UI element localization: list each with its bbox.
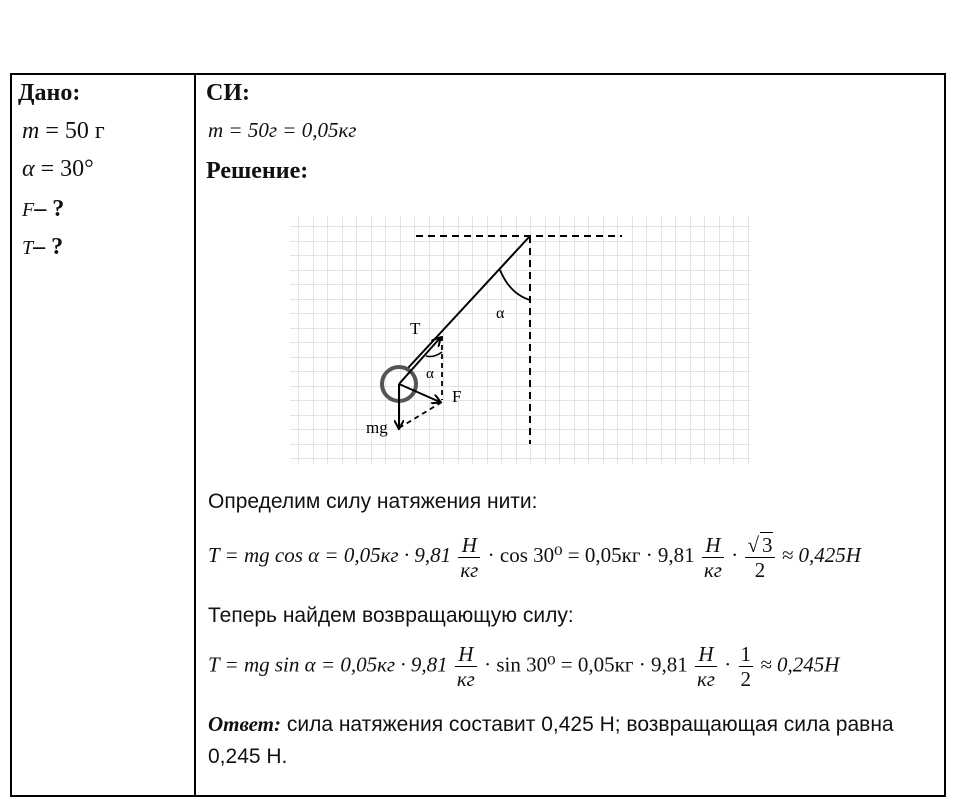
step1-frac2-num: Н	[702, 533, 724, 558]
pendulum-diagram	[284, 212, 754, 472]
force-symbol: F	[22, 199, 35, 221]
answer-label: Ответ:	[208, 712, 281, 736]
step2-frac2-num: Н	[695, 642, 717, 667]
answer-text: сила натяжения составит 0,425 Н; возвращающая сила равна 0,245 Н.	[208, 713, 894, 768]
tension-question: – ?	[33, 234, 64, 260]
angle-value: = 30°	[34, 156, 94, 182]
column-divider	[194, 73, 196, 797]
angle-symbol: α	[22, 156, 35, 182]
mass-symbol: m	[22, 118, 40, 144]
step1-fraction-units	[458, 533, 480, 582]
step2-frac3-den: 2	[740, 667, 751, 691]
step1-frac2-den: кг	[703, 557, 722, 582]
step2-fraction-units-2	[695, 642, 717, 691]
tension-symbol: T	[22, 237, 34, 259]
step2-formula: T = mg sin α = 0,05кг · 9,81 $\frac{Н}{кг}$ · sin 30⁰ = 0,05кг · 9,81 $\frac{Н}{кг}$ · $\frac{1}{2}$ ≈ 0,245Н	[208, 642, 840, 691]
given-mass	[22, 118, 105, 145]
step2-frac3-num: 1	[740, 642, 751, 666]
force-label: F	[452, 387, 462, 406]
step1-fraction-sqrt	[745, 532, 774, 582]
step2-mid: · sin 30⁰ = 0,05кг · 9,81	[484, 652, 688, 677]
step2-result: ≈ 0,245Н	[760, 652, 840, 677]
step2-lhs: T = mg sin α = 0,05кг · 9,81	[208, 652, 448, 677]
sqrt-radicand: 3	[762, 533, 773, 557]
answer-block	[208, 708, 938, 773]
step2-frac-den: кг	[456, 667, 475, 691]
si-conversion: m = 50г = 0,05кг	[208, 118, 357, 142]
step2-frac-num: Н	[455, 642, 477, 667]
step2-frac2-den: кг	[696, 667, 715, 691]
step1-frac3-num: √ 3	[747, 533, 773, 557]
step1-frac-den: кг	[460, 557, 479, 582]
alpha-small-label: α	[426, 366, 434, 382]
step1-result: ≈ 0,425Н	[781, 542, 861, 567]
step1-text: Определим силу натяжения нити:	[208, 490, 538, 513]
force-question: – ?	[34, 196, 65, 222]
step1-frac3-den: 2	[754, 558, 766, 582]
step1-frac-num: Н	[458, 533, 480, 558]
step1-mid: · cos 30⁰ = 0,05кг · 9,81	[487, 542, 695, 567]
solution-heading: Решение:	[206, 158, 309, 184]
step2-text: Теперь найдем возвращающую силу:	[208, 604, 574, 627]
grid-background	[290, 216, 750, 464]
gravity-label: mg	[366, 418, 388, 437]
alpha-top-label: α	[496, 305, 505, 322]
step2-fraction-half	[739, 642, 754, 691]
given-heading: Дано:	[18, 80, 81, 106]
given-force-question	[22, 196, 64, 223]
given-angle	[22, 156, 94, 183]
given-tension-question	[22, 234, 63, 261]
si-heading: СИ:	[206, 80, 250, 106]
step1-lhs: T = mg cos α = 0,05кг · 9,81	[208, 542, 452, 567]
step1-formula: T = mg cos α = 0,05кг · 9,81 $\frac{Н}{кг}$ · cos 30⁰ = 0,05кг · 9,81 $\frac{Н}{кг}$ · $\frac{√ 3}{2}$ ≈ 0,425Н	[208, 532, 861, 582]
tension-label: T	[410, 319, 421, 338]
step2-fraction-units	[455, 642, 477, 691]
mass-value: = 50 г	[39, 118, 105, 144]
step1-fraction-units-2	[702, 533, 724, 582]
